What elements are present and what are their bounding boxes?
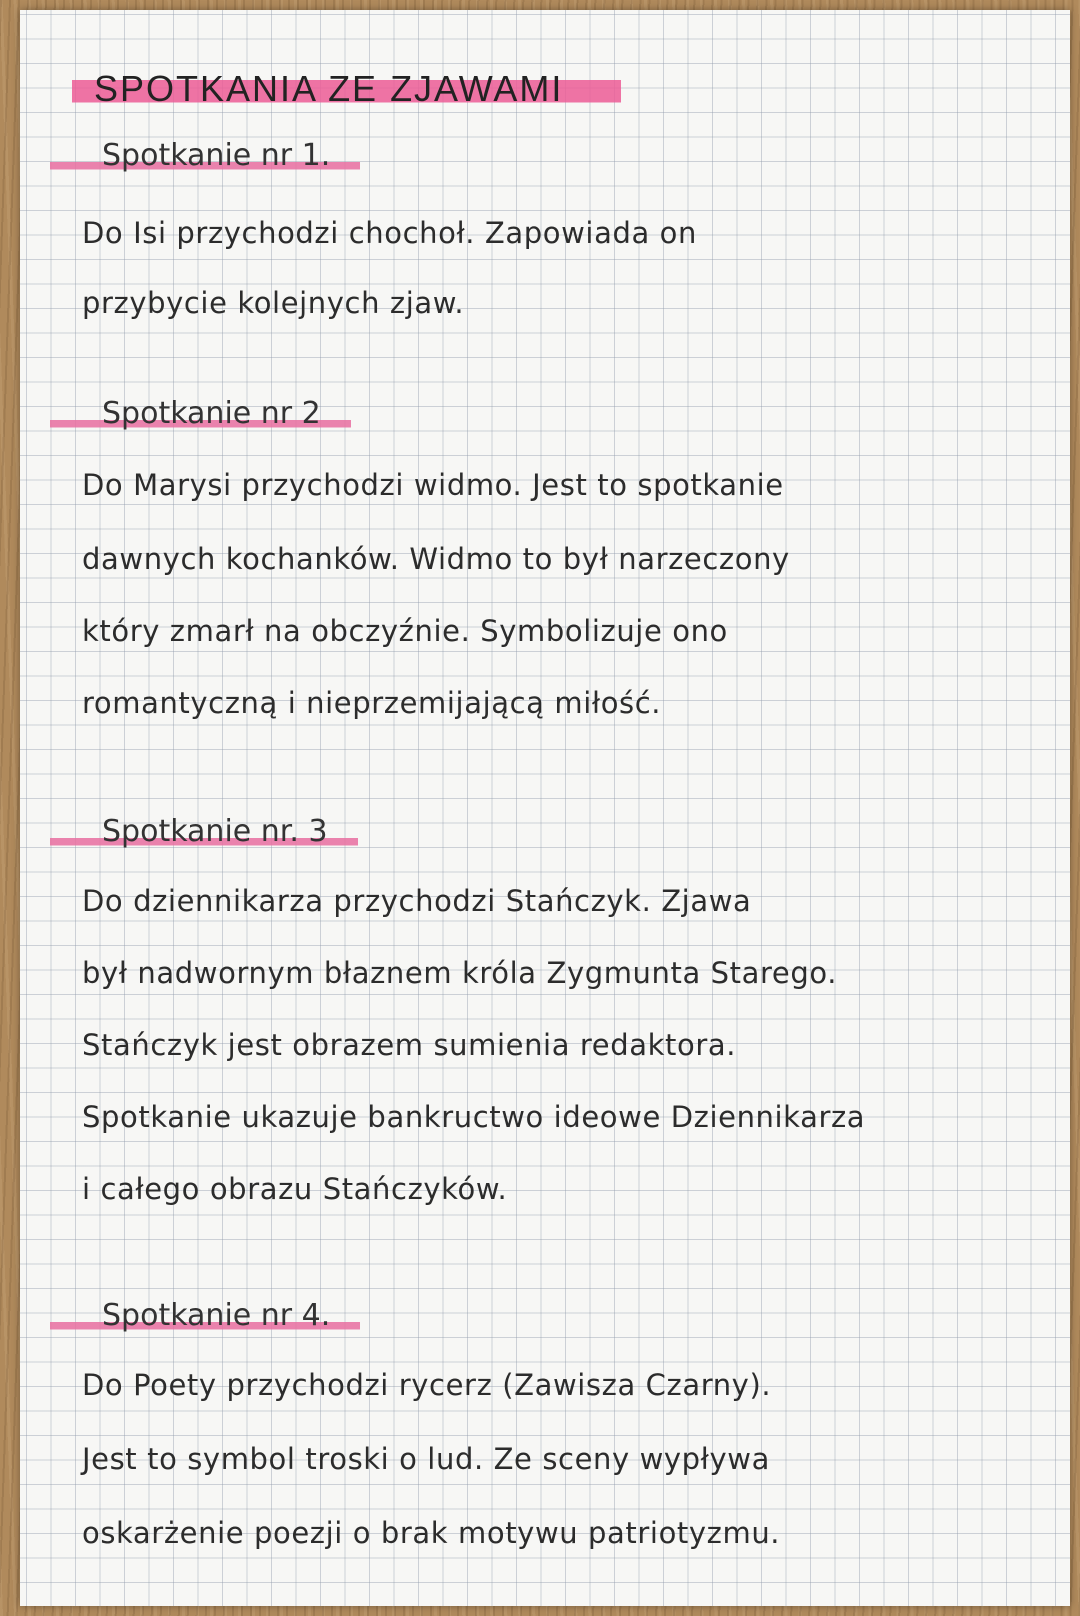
note-line: Stańczyk jest obrazem sumienia redaktora. xyxy=(82,1028,737,1062)
note-line: oskarżenie poezji o brak motywu patriotyzmu. xyxy=(82,1516,781,1550)
section-heading: Spotkanie nr 1. xyxy=(50,138,360,173)
note-line: romantyczną i nieprzemijającą miłość. xyxy=(82,686,662,720)
note-line: Do Poety przychodzi rycerz (Zawisza Czarny). xyxy=(82,1368,772,1402)
note-line: który zmarł na obczyźnie. Symbolizuje ono xyxy=(82,614,728,648)
section-heading: Spotkanie nr. 3 xyxy=(50,814,358,849)
note-line: Spotkanie ukazuje bankructwo ideowe Dziennikarza xyxy=(82,1100,866,1134)
note-line: Do Marysi przychodzi widmo. Jest to spotkanie xyxy=(82,468,784,502)
page-title: SPOTKANIA ZE ZJAWAMI xyxy=(72,68,621,110)
note-line: był nadwornym błaznem króla Zygmunta Starego. xyxy=(82,956,838,990)
note-line: Do Isi przychodzi chochoł. Zapowiada on xyxy=(82,216,697,250)
grid-paper-sheet xyxy=(20,10,1070,1606)
note-line: Jest to symbol troski o lud. Ze sceny wypływa xyxy=(82,1442,770,1476)
note-line: Do dziennikarza przychodzi Stańczyk. Zjawa xyxy=(82,884,752,918)
section-heading: Spotkanie nr 4. xyxy=(50,1298,360,1333)
note-line: i całego obrazu Stańczyków. xyxy=(82,1172,508,1206)
note-line: przybycie kolejnych zjaw. xyxy=(82,286,465,320)
section-heading: Spotkanie nr 2 xyxy=(50,396,351,431)
note-line: dawnych kochanków. Widmo to był narzeczony xyxy=(82,542,790,576)
